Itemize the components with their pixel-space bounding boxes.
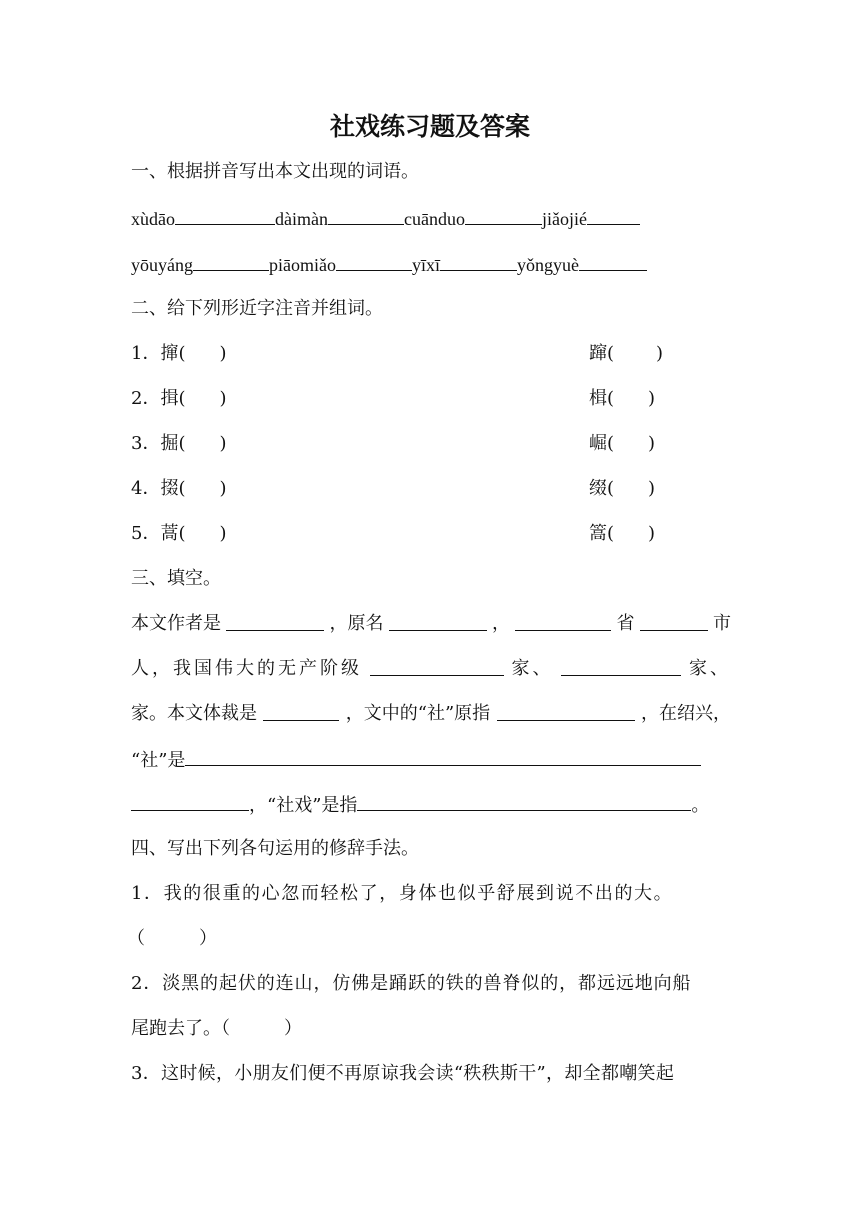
- rhetoric-q3: 3．这时候，小朋友们便不再原谅我会读“秩秩斯干”，却全都嘲笑起: [131, 1063, 675, 1084]
- item-number: 2．: [131, 388, 161, 409]
- answer-blank: [465, 206, 542, 225]
- fill-text: 市: [713, 613, 731, 634]
- section-2-heading: 二、给下列形近字注音并组词。: [131, 298, 383, 319]
- answer-blank: [357, 792, 691, 811]
- pinyin-youyang: yōuyáng: [131, 255, 193, 275]
- char-item-1: [131, 342, 731, 366]
- fill-line-1: [131, 612, 731, 636]
- section-4-heading: 四、写出下列各句运用的修辞手法。: [131, 838, 419, 859]
- answer-blank: [175, 206, 275, 225]
- fill-text: 家、: [689, 658, 731, 679]
- rhetoric-q2-line2: 尾跑去了。（ ）: [131, 1018, 302, 1039]
- char-item-3: [131, 432, 731, 456]
- answer-blank: [579, 252, 647, 271]
- pinyin-jiaojie: jiǎojié: [541, 209, 587, 229]
- answer-blank: [587, 206, 640, 225]
- fill-text: ，文中的“社”原指: [345, 703, 491, 724]
- char-left: 掘(: [160, 433, 186, 454]
- close-paren: ): [219, 343, 227, 364]
- fill-line-5: [131, 792, 709, 818]
- char-item-4: [131, 477, 731, 501]
- section-3-heading: 三、填空。: [131, 568, 221, 589]
- item-number: 5．: [131, 523, 161, 544]
- fill-text: 家、: [511, 658, 554, 679]
- char-left: 揖(: [160, 388, 186, 409]
- close-paren: ): [656, 343, 664, 364]
- char-right-group: [589, 432, 655, 456]
- char-item-2: [131, 387, 731, 411]
- char-left: 撺(: [160, 343, 186, 364]
- char-left: 蒿(: [160, 523, 186, 544]
- rhetoric-q1-answer: （ ）: [127, 928, 217, 949]
- char-right-group: [589, 387, 655, 411]
- char-right: 蹿(: [589, 343, 615, 364]
- fill-line-2: [131, 657, 731, 681]
- answer-blank: [440, 252, 517, 271]
- char-left: 掇(: [160, 478, 186, 499]
- fill-text: 省: [616, 613, 635, 634]
- answer-blank: [640, 612, 708, 631]
- fill-text: 家。本文体裁是: [131, 703, 257, 724]
- rhetoric-q1: 1．我的很重的心忽而轻松了，身体也似乎舒展到说不出的大。: [131, 883, 674, 904]
- pinyin-cuanduo: cuānduo: [403, 209, 465, 229]
- answer-blank: [185, 747, 701, 766]
- answer-blank: [131, 792, 249, 811]
- close-paren: ): [648, 388, 656, 409]
- char-right: 篙(: [589, 523, 615, 544]
- char-item-5: [131, 522, 731, 546]
- item-number: 4．: [131, 478, 161, 499]
- fill-text: 。: [691, 795, 710, 816]
- pinyin-row-2: [131, 252, 647, 277]
- answer-blank: [389, 612, 487, 631]
- answer-blank: [263, 702, 339, 721]
- fill-text: “社”是: [131, 750, 186, 771]
- answer-blank: [193, 252, 269, 271]
- pinyin-piaomiao: piāomiǎo: [269, 255, 336, 275]
- close-paren: ): [219, 433, 227, 454]
- pinyin-daiman: dàimàn: [275, 209, 328, 229]
- char-right: 缀(: [589, 478, 615, 499]
- answer-blank: [226, 612, 324, 631]
- answer-blank: [370, 657, 504, 676]
- pinyin-xudao: xùdāo: [131, 209, 175, 229]
- fill-text: ，在绍兴，: [640, 703, 731, 724]
- section-1-heading: 一、根据拼音写出本文出现的词语。: [131, 161, 419, 182]
- pinyin-yixi: yīxī: [411, 255, 440, 275]
- item-number: 1．: [131, 343, 161, 364]
- close-paren: ): [648, 478, 656, 499]
- item-number: 3．: [131, 433, 161, 454]
- char-right-group: [589, 522, 655, 546]
- close-paren: ): [648, 433, 656, 454]
- char-right: 崛(: [589, 433, 615, 454]
- fill-line-3: [131, 702, 731, 726]
- close-paren: ): [219, 478, 227, 499]
- char-right: 楫(: [589, 388, 615, 409]
- answer-blank: [497, 702, 635, 721]
- pinyin-row-1: [131, 206, 640, 231]
- fill-text: ，: [492, 613, 510, 634]
- close-paren: ): [219, 388, 227, 409]
- fill-line-4: [131, 747, 701, 773]
- char-right-group: [589, 342, 663, 366]
- char-right-group: [589, 477, 655, 501]
- fill-text: 本文作者是: [131, 613, 221, 634]
- answer-blank: [515, 612, 611, 631]
- rhetoric-q2-line1: 2．淡黑的起伏的连山，仿佛是踊跃的铁的兽脊似的，都远远地向船: [131, 973, 692, 994]
- answer-blank: [561, 657, 681, 676]
- answer-blank: [328, 206, 404, 225]
- answer-blank: [336, 252, 412, 271]
- close-paren: ): [648, 523, 656, 544]
- fill-text: ，原名: [329, 613, 384, 634]
- close-paren: ): [219, 523, 227, 544]
- pinyin-yongyue: yǒngyuè: [517, 255, 579, 275]
- fill-text: 人，我国伟大的无产阶级: [131, 658, 362, 679]
- page-title: 社戏练习题及答案: [329, 112, 530, 141]
- fill-text: ，“社戏”是指: [249, 795, 358, 816]
